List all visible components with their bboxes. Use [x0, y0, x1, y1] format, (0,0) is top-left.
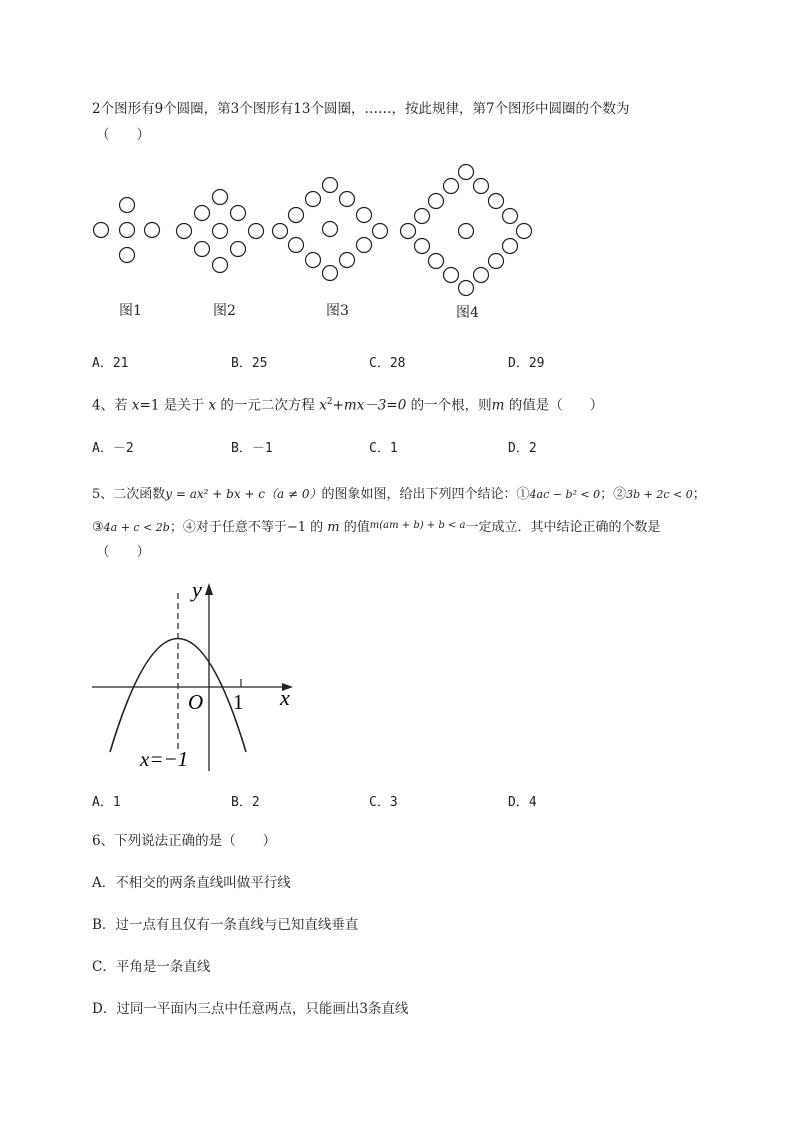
- q5-blank: （ ）: [96, 544, 150, 560]
- q3-option-b: B．25: [231, 356, 268, 371]
- q3-option-c: C．28: [369, 356, 406, 371]
- origin-label: O: [188, 690, 204, 714]
- q5-conclusion-4: m(am + b) + b < a: [369, 520, 466, 531]
- q4-eq-x: x: [319, 397, 327, 414]
- figure-2: [177, 190, 264, 273]
- q4-option-a: A．－2: [92, 441, 134, 456]
- q5-option-d: D．4: [508, 795, 537, 810]
- figure-3: [273, 178, 388, 281]
- figure-4-label: 图4: [456, 305, 479, 321]
- q6-option-a: A．不相交的两条直线叫做平行线: [92, 875, 291, 891]
- q6-option-b: B．过一点有且仅有一条直线与已知直线垂直: [92, 917, 359, 933]
- q5-parabola-graph: [88, 575, 308, 775]
- q3-option-a: A．21: [92, 356, 129, 371]
- q5-stem-line-2: [92, 517, 660, 537]
- q4-var-x-2: x: [208, 397, 217, 414]
- q4-eq-rest: +mx－3=0: [332, 397, 407, 414]
- y-axis-arrow-icon: [205, 583, 213, 595]
- q3-stem: 2个图形有9个圆圈，第3个图形有13个圆圈，……，按此规律，第7个图形中圆圈的个数为: [92, 101, 630, 117]
- q5-text-4: ；: [692, 487, 706, 502]
- q5-option-b: B．2: [231, 795, 260, 810]
- q5-conclusion-2: 3b + 2c < 0: [626, 488, 693, 501]
- q5-text-6: ；④对于任意不等于−1 的: [169, 520, 328, 535]
- q4-option-c: C．1: [369, 441, 398, 456]
- q5-text-8: 一定成立．其中结论正确的个数是: [465, 520, 661, 535]
- q4-option-d: D．2: [508, 441, 537, 456]
- q4-var-x: x: [131, 397, 140, 414]
- q5-var-m: m: [327, 520, 340, 535]
- q5-text-7: 的值: [339, 520, 370, 535]
- tick-1-label: 1: [233, 690, 244, 714]
- figure-4: [401, 165, 532, 296]
- q4-text-5: 的值是（ ）: [504, 397, 604, 414]
- q6-stem: 6、下列说法正确的是（ ）: [92, 833, 277, 849]
- q4-var-m: m: [491, 397, 505, 414]
- q5-text-3: ；②: [600, 487, 627, 502]
- q6-option-c: C．平角是一条直线: [92, 959, 211, 975]
- q4-option-b: B．－1: [231, 441, 273, 456]
- q5-option-a: A．1: [92, 795, 121, 810]
- q4-text-4: 的一个根，则: [406, 397, 492, 414]
- q4-eq-sup: 2: [326, 397, 333, 407]
- q5-conclusion-1: 4ac − b² < 0: [529, 488, 601, 501]
- q5-text-5: ③: [92, 520, 104, 535]
- q3-blank: （ ）: [96, 127, 150, 143]
- q5-option-c: C．3: [369, 795, 398, 810]
- q4-stem: [92, 393, 603, 415]
- y-axis-label: y: [192, 577, 202, 602]
- q3-circle-figures: [80, 155, 550, 325]
- q4-text-1: 4、若: [92, 397, 132, 414]
- q3-option-d: D．29: [508, 356, 545, 371]
- figure-1-label: 图1: [119, 303, 142, 319]
- q5-stem-line-1: [92, 485, 706, 504]
- q5-text-1: 5、二次函数: [92, 487, 166, 502]
- q4-text-2: =1 是关于: [139, 397, 209, 414]
- q4-text-3: 的一元二次方程: [216, 397, 320, 414]
- symmetry-axis-label: x=−1: [140, 747, 189, 771]
- figure-3-label: 图3: [326, 303, 349, 319]
- q6-option-d: D．过同一平面内三点中任意两点，只能画出3条直线: [92, 1001, 409, 1017]
- figure-1: [94, 198, 160, 263]
- q5-function: y = ax² + bx + c（a ≠ 0）: [165, 487, 322, 501]
- x-axis-label: x: [280, 685, 290, 710]
- figure-2-label: 图2: [213, 303, 236, 319]
- q5-conclusion-3: 4a + c < 2b: [103, 521, 170, 534]
- q5-text-2: 的图象如图，给出下列四个结论：①: [321, 487, 530, 502]
